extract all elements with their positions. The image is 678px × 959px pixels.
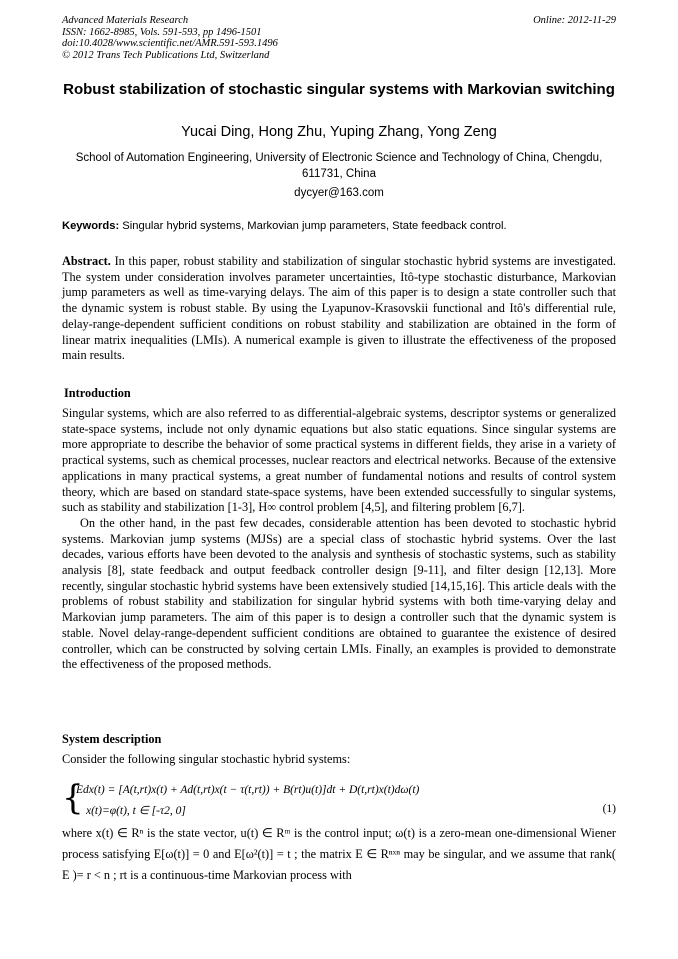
system-description-heading: System description [62, 732, 162, 746]
keywords-label: Keywords: [62, 220, 120, 232]
equation-1 [62, 778, 616, 821]
equation-line-2: x(t)=φ(t), t ∈ [-τ2, 0] [86, 805, 186, 817]
journal-header [62, 15, 442, 61]
introduction-body [62, 406, 616, 673]
doi-line: doi:10.4028/www.scientific.net/AMR.591-593.1496 [62, 38, 278, 49]
intro-paragraph: Singular systems, which are also referred to as differential-algebraic systems, descriptor systems or generalized state-space systems, include not only dynamic equations but also static equations. Since singular systems are more appropriate to describe the behavior of some practical systems in different fields, they arise in a variety of practical systems, such as chemical processes, nuclear reactors and electrical networks. Because of the extensive applications in many practical systems, a great number of fundamental notions and results of control system theory, which are based on standard state-space systems, have been extended successfully to singular systems, such as stability and stabilization [1-3], H∞ control problem [4,5], and filtering problem [6,7]. [62, 406, 616, 515]
online-date: Online: 2012-11-29 [533, 15, 616, 26]
abstract [62, 254, 616, 364]
author-email: dycyer@163.com [294, 187, 384, 199]
author-list: Yucai Ding, Hong Zhu, Yuping Zhang, Yong Zeng [181, 124, 497, 140]
abstract-text: In this paper, robust stability and stabilization of singular stochastic hybrid systems are investigated. The system under consideration involves parameter uncertainties, Itô-type stochastic disturbance, Markovian jump parameters as well as time-varying delays. The aim of this paper is to design a state controller such that the dynamic system is robust stable. By using the Lyapunov-Krasovskii functional and Itô's differential rule, delay-range-dependent sufficient conditions on robust stability and stabilization are obtained in the form of linear matrix inequalities (LMIs). A numerical example is given to illustrate the effectiveness of the proposed main results. [62, 254, 616, 363]
equation-line-1: Edx(t) = [A(t,rt)x(t) + Ad(t,rt)x(t − τ(t,rt)) + B(rt)u(t)]dt + D(t,rt)x(t)dω(t) [76, 784, 420, 796]
introduction-heading: Introduction [64, 386, 131, 400]
abstract-label: Abstract. [62, 254, 111, 268]
equation-brace: { [62, 778, 84, 818]
journal-name: Advanced Materials Research [62, 15, 189, 26]
copyright-line: © 2012 Trans Tech Publications Ltd, Switzerland [62, 49, 270, 61]
keywords-text: Singular hybrid systems, Markovian jump parameters, State feedback control. [119, 220, 507, 232]
affiliation: School of Automation Engineering, University of Electronic Science and Technology of China, Chengdu, 611731, China [75, 152, 603, 180]
intro-paragraph: On the other hand, in the past few decades, considerable attention has been devoted to stochastic hybrid systems. Markovian jump systems (MJSs) are a special class of stochastic hybrid systems. Over the last decades, various efforts have been devoted to the analysis and synthesis of stochastic systems, such as stability analysis [8], state feedback and output feedback controller design [9-11], and filter design [12,13]. More recently, singular stochastic hybrid systems have been extensively studied [14,15,16]. This article deals with the problems of robust stability and stabilization for singular hybrid systems with both time-varying delay and Markovian jump parameters. The aim of this paper is to design a controller such that the dynamic system is stable. Novel delay-range-dependent sufficient conditions are obtained to guarantee the existence of desired controller, which can be constructed by solving certain LMIs. Finally, an examples is provided to demonstrate the effectiveness of the proposed methods. [62, 515, 616, 672]
paper-title: Robust stabilization of stochastic singular systems with Markovian switching [63, 81, 615, 98]
issn-line: ISSN: 1662-8985, Vols. 591-593, pp 1496-1501 [62, 26, 262, 38]
equation-explanation: where x(t) ∈ Rⁿ is the state vector, u(t) ∈ Rᵐ is the control input; ω(t) is a zero-mean one-dimensional Wiener process satisfying E[ω(t)] = 0 and E[ω²(t)] = t ; the matrix E ∈ Rⁿˣⁿ may be singular, and we assume that rank( E )= r < n ; rt is a continuous-time Markovian process with [62, 826, 616, 882]
keywords [62, 219, 616, 234]
equation-number: (1) [602, 803, 616, 815]
system-description-intro: Consider the following singular stochastic hybrid systems: [62, 752, 351, 766]
